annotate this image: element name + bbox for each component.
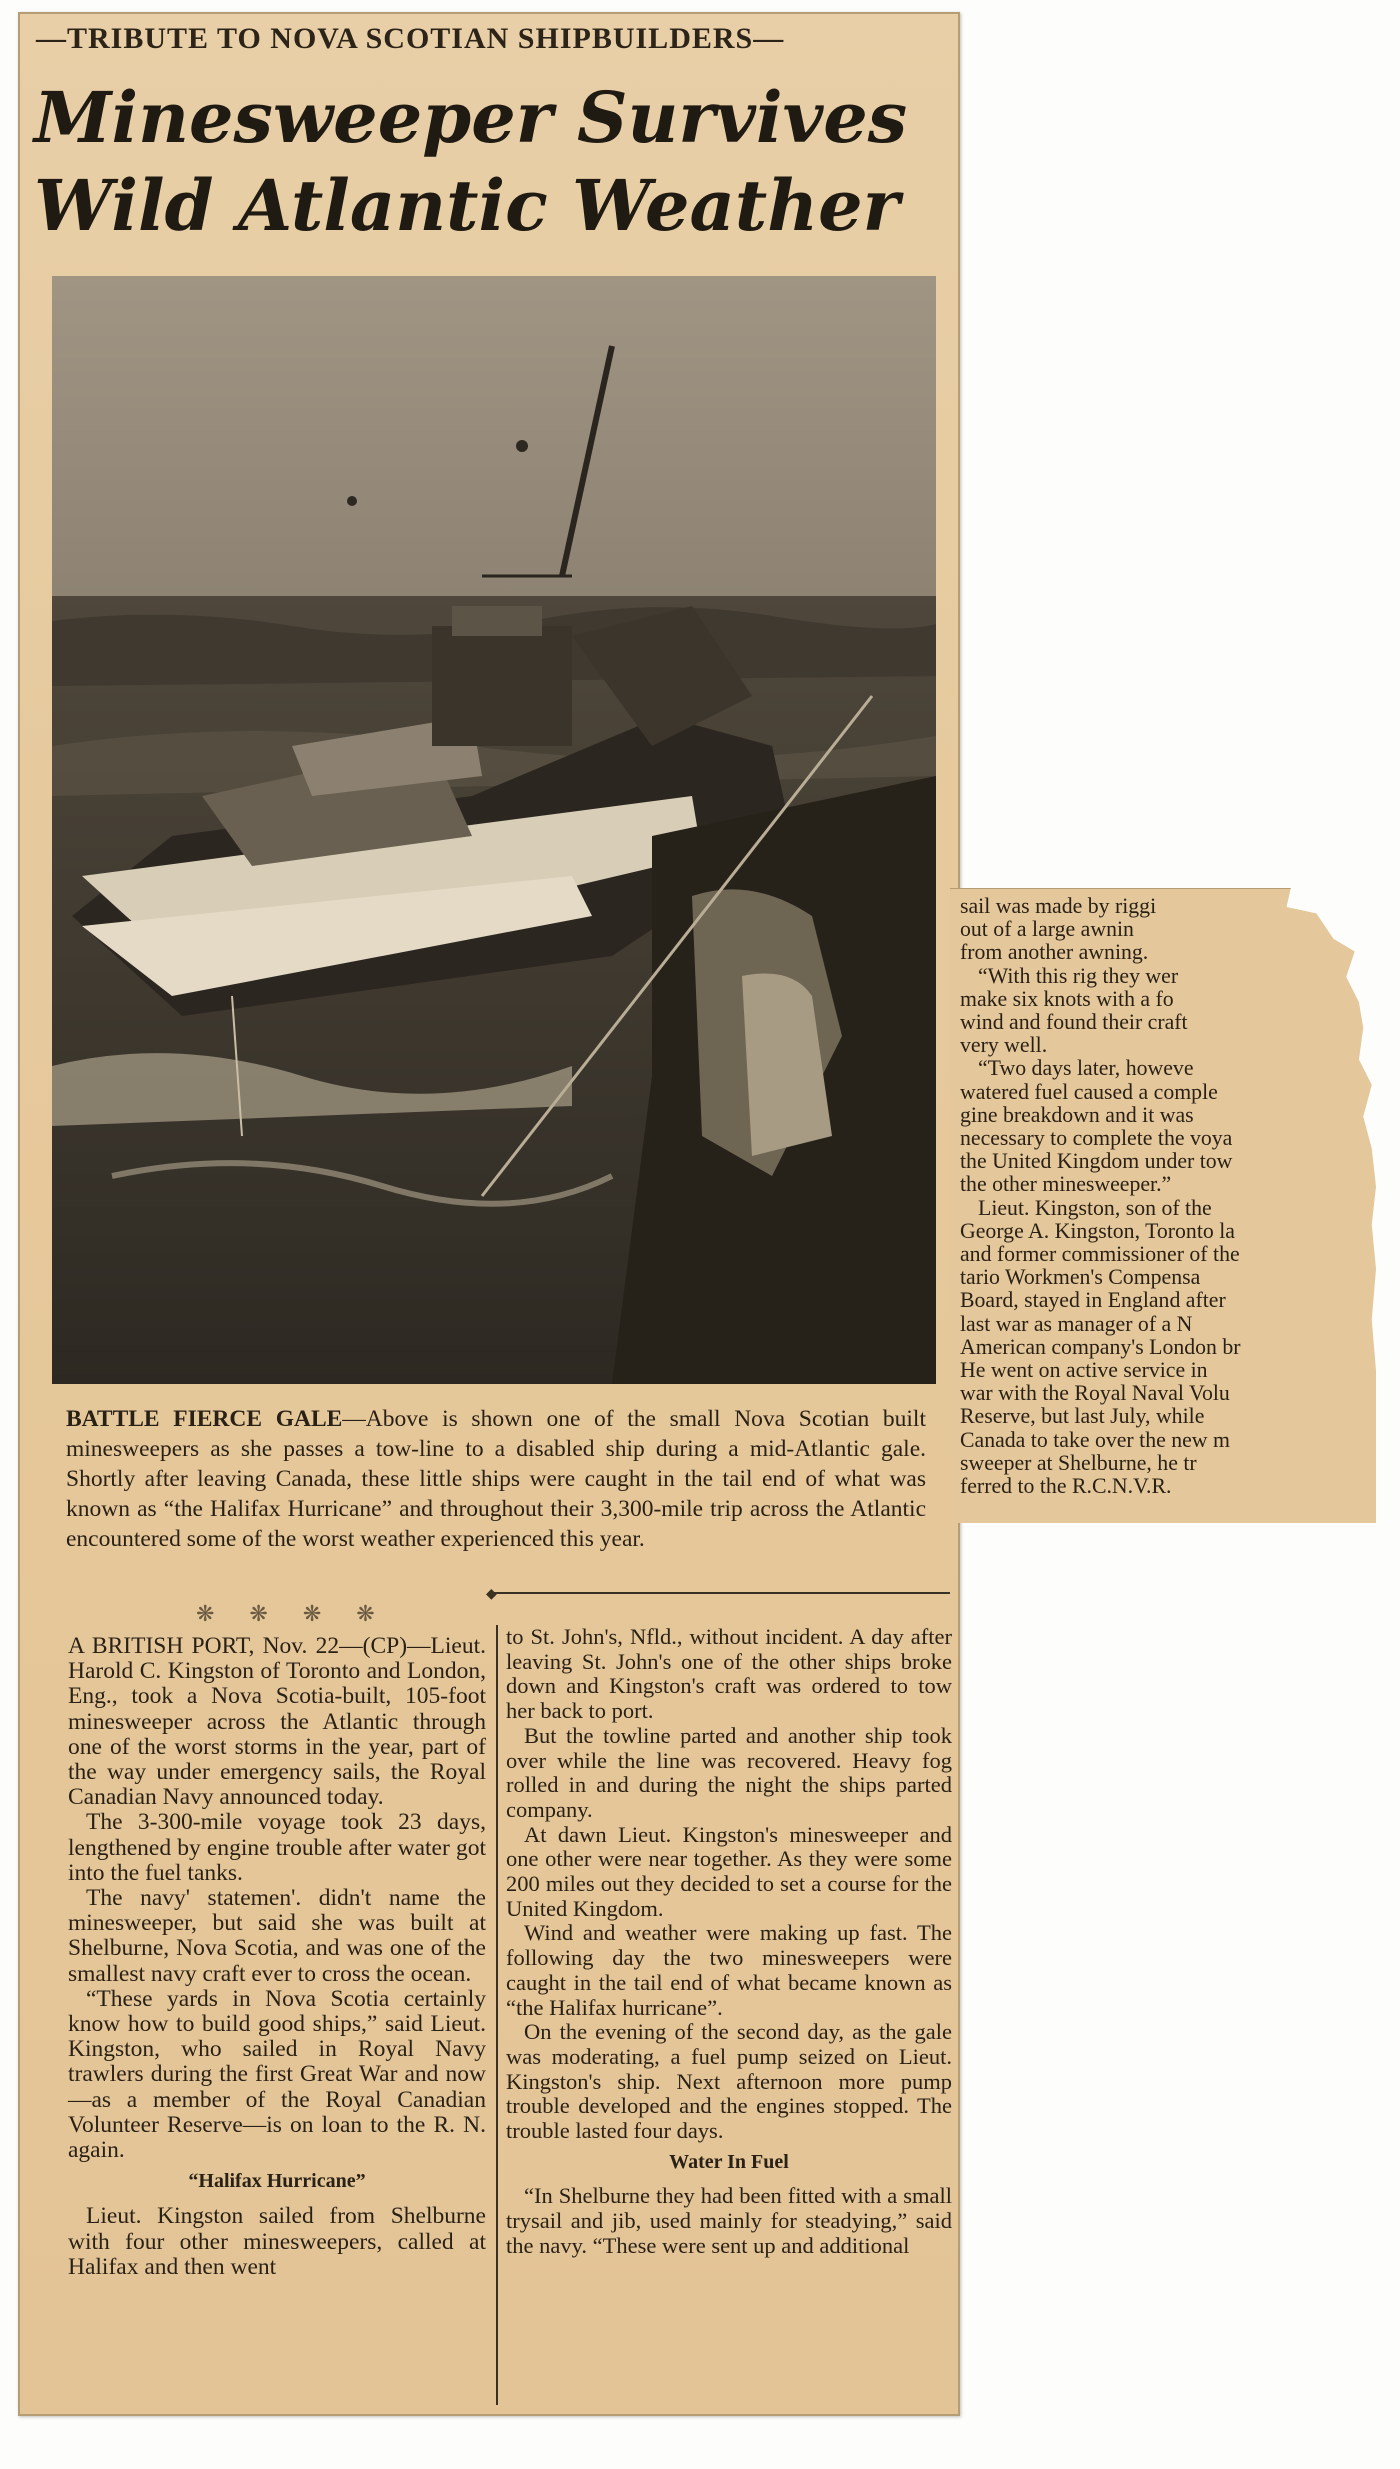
caption-text: —Above is shown one of the small Nova Scotian built minesweepers as she passes a tow-line to a disabled ship during a mid-Atlantic gale. Shortly after leaving Canada, these little ships were caught in the tail end of what was known as “the Halifax Hurricane” and throughout their 3,300-mile trip across the Atlantic encountered some of the worst weather experienced this year. xyxy=(66,1406,926,1552)
text-line: necessary to complete the voya xyxy=(960,1127,1233,1151)
text-line: from another awning. xyxy=(960,941,1149,965)
text-line: “With this rig they wer xyxy=(978,964,1179,988)
divider-ornament-icon: ◆ xyxy=(486,1586,497,1602)
paragraph: At dawn Lieut. Kingston's minesweeper and one other were near together. As they were some 200 miles out they decided to set a course for the United Kingdom. xyxy=(506,1821,952,1921)
paragraph: A BRITISH PORT, Nov. 22—(CP)—Lieut. Harold C. Kingston of Toronto and London, Eng., took a Nova Scotia-built, 105-foot minesweeper across the Atlantic through one of the worst storms in the year, part of the way under emergency sails, the Royal Canadian Navy announced today. xyxy=(68,1633,486,1811)
subheading: Water In Fuel xyxy=(669,2150,789,2173)
text-line: gine breakdown and it was xyxy=(960,1103,1194,1127)
paragraph: The navy' statemen'. didn't name the minesweeper, but said she was built at Shelburne, Nova Scotia, and was one of the smallest navy craft ever to cross the ocean. xyxy=(68,1885,486,1987)
paragraph: The 3-300-mile voyage took 23 days, lengthened by engine trouble after water got into the fuel tanks. xyxy=(68,1809,486,1886)
photo-image xyxy=(52,276,936,1384)
text-line: out of a large awnin xyxy=(960,918,1134,942)
ornament-stars: ❋ ❋ ❋ ❋ xyxy=(196,1602,389,1627)
kicker: —TRIBUTE TO NOVA SCOTIAN SHIPBUILDERS— xyxy=(36,22,785,55)
headline-line-2: Wild Atlantic Weather xyxy=(34,164,900,247)
paragraph: But the towline parted and another ship took over while the line was recovered. Heavy fog rolled in and during the night the ships parted company. xyxy=(506,1722,952,1822)
text-line: He went on active service in xyxy=(960,1359,1208,1383)
text-line: American company's London br xyxy=(960,1335,1241,1359)
text-line: last war as manager of a N xyxy=(960,1312,1193,1336)
headline xyxy=(34,74,944,250)
photo-caption xyxy=(66,1404,926,1554)
text-line: Lieut. Kingston, son of the xyxy=(978,1196,1212,1220)
text-line: and former commissioner of the xyxy=(960,1243,1240,1267)
text-line: very well. xyxy=(960,1034,1048,1058)
paragraph: “These yards in Nova Scotia certainly know how to build good ships,” said Lieut. Kingston, who sailed in Royal Navy trawlers during the first Great War and now—as a member of the Royal Canadian Volunteer Reserve—is on loan to the R. N. again. xyxy=(68,1985,486,2164)
text-line: watered fuel caused a comple xyxy=(960,1080,1218,1104)
text-line: wind and found their craft xyxy=(960,1011,1188,1035)
column-divider-rule xyxy=(494,1592,950,1594)
paragraph: Wind and weather were making up fast. The following day the two minesweepers were caught in the tail end of what became known as “the Halifax hurricane”. xyxy=(506,1920,952,2020)
text-line: sweeper at Shelburne, he tr xyxy=(960,1451,1197,1475)
headline-line-1: Minesweeper Survives xyxy=(34,76,908,159)
article-column-3-torn xyxy=(960,895,1368,1498)
text-line: the United Kingdom under tow xyxy=(960,1150,1233,1174)
text-line: Board, stayed in England after xyxy=(960,1289,1226,1313)
paragraph: Lieut. Kingston sailed from Shelburne with four other minesweepers, called at Halifax and then went xyxy=(68,2203,486,2280)
text-line: make six knots with a fo xyxy=(960,987,1174,1011)
caption-lead: BATTLE FIERCE GALE xyxy=(66,1406,343,1432)
text-line: Reserve, but last July, while xyxy=(960,1405,1205,1429)
minesweeper-photo xyxy=(52,276,936,1384)
article-column-2 xyxy=(506,1625,952,2259)
text-line: the other minesweeper.” xyxy=(960,1173,1172,1197)
subheading: “Halifax Hurricane” xyxy=(188,2170,366,2193)
text-line: George A. Kingston, Toronto la xyxy=(960,1219,1235,1243)
text-line: “Two days later, howeve xyxy=(978,1057,1194,1081)
column-vertical-rule xyxy=(496,1625,498,2405)
paragraph: On the evening of the second day, as the gale was moderating, a fuel pump seized on Lieut. Kingston's ship. Next afternoon more pump trouble developed and the engines stopped. The trouble lasted four days. xyxy=(506,2019,952,2144)
text-line: war with the Royal Naval Volu xyxy=(960,1382,1230,1406)
text-line: ferred to the R.C.N.V.R. xyxy=(960,1475,1172,1499)
text-line: Canada to take over the new m xyxy=(960,1428,1230,1452)
paragraph: “In Shelburne they had been fitted with a small trysail and jib, used mainly for steadying,” said the navy. “These were sent up and additional xyxy=(506,2183,952,2258)
paragraph: to St. John's, Nfld., without incident. A day after leaving St. John's one of the other ships broke down and Kingston's craft was ordered to tow her back to port. xyxy=(506,1624,952,1724)
text-line: tario Workmen's Compensa xyxy=(960,1266,1201,1290)
text-line: sail was made by riggi xyxy=(960,895,1157,918)
article-column-1 xyxy=(68,1634,486,2280)
